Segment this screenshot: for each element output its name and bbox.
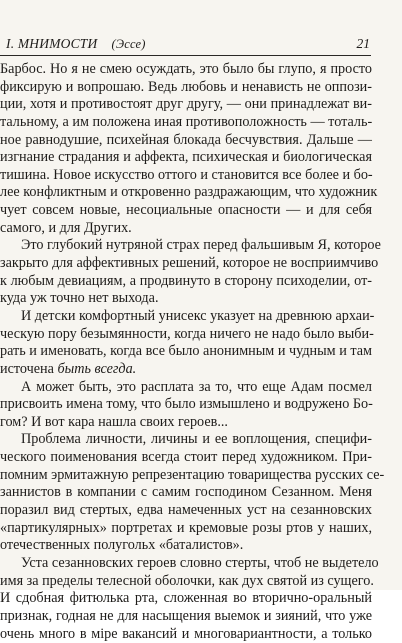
text-line: самого, и для Других.: [0, 220, 372, 238]
text-line: Проблема личности, личины и ее воплощения, специфи-: [0, 431, 372, 449]
text-line: ческого поименования всегда стоит перед художником. При-: [0, 449, 372, 467]
text-line: присвоить имена тому, что было измышлено и водружено Бо-: [0, 396, 372, 414]
text-line: закрыто для аффективных решений, которое не восприимчиво: [0, 255, 372, 273]
paragraph-2: [0, 237, 372, 308]
italic-phrase: быть всегда.: [58, 361, 137, 377]
text-line: фиксирую и вопрошаю. Ведь любовь и ненависть не оппози-: [0, 79, 372, 97]
text-line: имя за пределы телесной оболочки, как дух святой из сущего.: [0, 573, 372, 591]
text-line: Уста сезанновских героев словно стерты, чтоб не выдетело: [0, 555, 372, 573]
text-line: [0, 361, 372, 379]
text-line: Барбос. Но я не смею осуждать, это было бы глупо, я просто: [0, 61, 372, 79]
paragraph-3: [0, 308, 372, 379]
paragraph-5: [0, 431, 372, 554]
running-title-text: I. МНИМОСТИ: [6, 36, 97, 51]
text-line: заннистов в компании с самим господином Сезанном. Меня: [0, 484, 372, 502]
page-number: 21: [357, 36, 371, 52]
paragraph-4: [0, 379, 372, 432]
text-line: ции, хотя и противостоят друг другу, — они принадлежат ви-: [0, 96, 372, 114]
text-line: куда уж точно нет выхода.: [0, 290, 372, 308]
text-line: тальному, а им положена иная противоположность — тоталь-: [0, 114, 372, 132]
text-line: рать и именовать, когда все было анонимным и чудным и там: [0, 343, 372, 361]
text-line: изгнание страдания и аффекта, психическая и биологическая: [0, 149, 372, 167]
header-rule: [0, 55, 371, 56]
text-line: признак, годная не для насыщения выемок и зияний, что уже: [0, 608, 372, 626]
page-body: [0, 61, 372, 643]
text-line: помним эрмитажную репрезентацию товарищества русских се-: [0, 467, 372, 485]
text-line: И сдобная фитюлька рта, сложенная во вторично-оральный: [0, 590, 372, 608]
text-line: И детски комфортный унисекс указует на древнюю архаи-: [0, 308, 372, 326]
text-line: отечественных полугольх «баталистов».: [0, 537, 372, 555]
page-header: [0, 36, 370, 56]
text-line: А может быть, это расплата за то, что еще Адам посмел: [0, 379, 372, 397]
text-line: ное равнодушие, психейная блокада бесчувствия. Дальше —: [0, 132, 372, 150]
paragraph-1: [0, 61, 372, 237]
running-title: [6, 36, 146, 52]
running-subtitle: (Эссе): [111, 37, 145, 51]
text-line: тишина. Новое искусство оттого и становится все более и бо-: [0, 167, 372, 185]
text-line: очень много в міре вакансий и многовариантности, а только: [0, 626, 372, 643]
text-line: чует совсем новые, несоциальные опасности — и для себя: [0, 202, 372, 220]
text-line: ческую пору безымянности, когда ничего не надо было выби-: [0, 326, 372, 344]
paragraph-6: [0, 555, 372, 643]
text-line: гом? И вот кара нашла своих героев...: [0, 414, 372, 432]
text-line: Это глубокий нутряной страх перед фальшивым Я, которое: [0, 237, 372, 255]
text-line-plain: источена: [0, 361, 54, 377]
text-line: поразил вид стертых, едва намеченных уст на сезанновских: [0, 502, 372, 520]
text-line: «партикулярных» портретах и кремовые розы ртов у наших,: [0, 520, 372, 538]
text-line: лее конфликтным и откровенно раздражающим, что художник: [0, 184, 372, 202]
text-line: к любым девиациям, а продвинуто в сторону психоделии, от-: [0, 273, 372, 291]
